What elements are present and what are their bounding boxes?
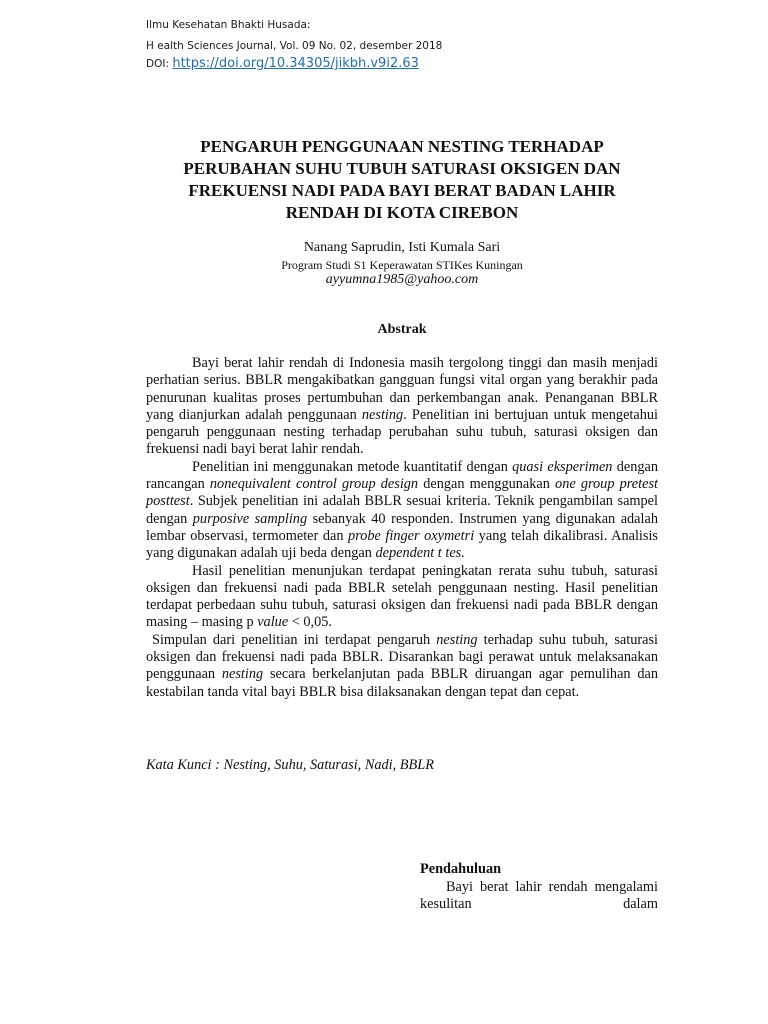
abstract-heading: Abstrak bbox=[377, 322, 427, 337]
title-line: RENDAH DI KOTA CIREBON bbox=[285, 203, 519, 222]
affiliation: Program Studi S1 Keperawatan STIKes Kuningan bbox=[281, 258, 523, 272]
authors: Nanang Saprudin, Isti Kumala Sari bbox=[303, 240, 501, 255]
doi-link[interactable]: https://doi.org/10.34305/jikbh.v9i2.63 bbox=[172, 56, 419, 71]
introduction-paragraph: Bayi berat lahir rendah mengalami kesulitan dalam bbox=[420, 879, 658, 913]
abstract-paragraph bbox=[146, 563, 658, 632]
italic-term: nesting bbox=[221, 666, 264, 683]
text-run: . Subjek penelitian ini adalah BBLR sesuai kriteria. Teknik pengambilan sampel dengan bbox=[146, 493, 658, 527]
text-run: dengan rancangan bbox=[146, 458, 658, 493]
text-run: < 0,05. bbox=[288, 614, 332, 631]
text-run: Bayi berat lahir rendah di Indonesia masih tergolong tinggi dan masih menjadi perhatian serius. BBLR mengakibatkan gangguan fungsi vital organ yang berakhir pada penurunan kualitas proses pertumbuhan dan perkembangan anak. Penanganan BBLR yang dianjurkan adalah penggunaan bbox=[146, 355, 658, 423]
italic-term: dependent t tes. bbox=[375, 545, 465, 562]
journal-volume-info: H ealth Sciences Journal, Vol. 09 No. 02, desember 2018 bbox=[146, 40, 443, 52]
title-line: FREKUENSI NADI PADA BAYI BERAT BADAN LAHIR bbox=[188, 181, 616, 200]
abstract-paragraph bbox=[146, 632, 658, 701]
text-run: . Penelitian ini bertujuan untuk mengetahui pengaruh penggunaan nesting terhadap perubahan suhu tubuh, saturasi oksigen dan frekuensi nadi bayi berat lahir rendah. bbox=[146, 406, 659, 458]
italic-term: one group pretest posttest bbox=[146, 476, 659, 510]
italic-term: quasi eksperimen bbox=[512, 458, 613, 475]
abstract-body bbox=[146, 355, 658, 701]
italic-term: value bbox=[257, 614, 289, 631]
journal-name: Ilmu Kesehatan Bhakti Husada: bbox=[146, 19, 311, 31]
title-line: PENGARUH PENGGUNAAN NESTING TERHADAP bbox=[200, 137, 604, 156]
introduction-heading: Pendahuluan bbox=[420, 861, 502, 877]
text-run: sebanyak 40 responden. Instrumen yang digunakan adalah lembar observasi, termometer dan bbox=[146, 510, 658, 544]
abstract-paragraph bbox=[146, 355, 658, 459]
text-run: Simpulan dari penelitian ini terdapat pengaruh bbox=[152, 631, 437, 648]
text-run: dengan menggunakan bbox=[418, 476, 556, 493]
paper-title bbox=[146, 136, 658, 224]
italic-term: nonequivalent control group design bbox=[209, 476, 419, 493]
text-run: yang telah dikalibrasi. Analisis yang digunakan adalah uji beda dengan bbox=[146, 527, 658, 562]
text-run: secara berkelanjutan pada BBLR diruangan agar pemulihan dan kestabilan tanda vital bayi BBLR bisa dilaksanakan dengan tepat dan cepat. bbox=[146, 666, 658, 700]
author-email: ayyumna1985@yahoo.com bbox=[325, 272, 479, 287]
text-run: Hasil penelitian menunjukan terdapat peningkatan rerata suhu tubuh, saturasi oksigen dan frekuensi nadi pada BBLR setelah penggunaan nesting. Hasil penelitian terdapat perbedaan suhu tubuh, saturasi oksigen dan frekuensi nadi pada BBLR dengan masing – masing p bbox=[146, 562, 658, 631]
doi-line bbox=[146, 56, 419, 71]
introduction-body bbox=[420, 879, 658, 914]
keywords: Kata Kunci : Nesting, Suhu, Saturasi, Nadi, BBLR bbox=[146, 757, 434, 773]
title-line: PERUBAHAN SUHU TUBUH SATURASI OKSIGEN DAN bbox=[183, 159, 621, 178]
abstract-paragraph bbox=[146, 459, 658, 563]
italic-term: nesting bbox=[436, 631, 478, 648]
text-run: Penelitian ini menggunakan metode kuantitatif dengan bbox=[192, 458, 513, 475]
text-run: terhadap suhu tubuh, saturasi oksigen dan frekuensi nadi pada BBLR. Disarankan bagi perawat untuk melaksanakan penggunaan bbox=[146, 631, 658, 683]
italic-term: purposive sampling bbox=[192, 510, 308, 527]
italic-term: probe finger oxymetri bbox=[348, 527, 475, 544]
italic-term: nesting bbox=[361, 406, 404, 423]
doi-label: DOI: bbox=[146, 58, 169, 70]
